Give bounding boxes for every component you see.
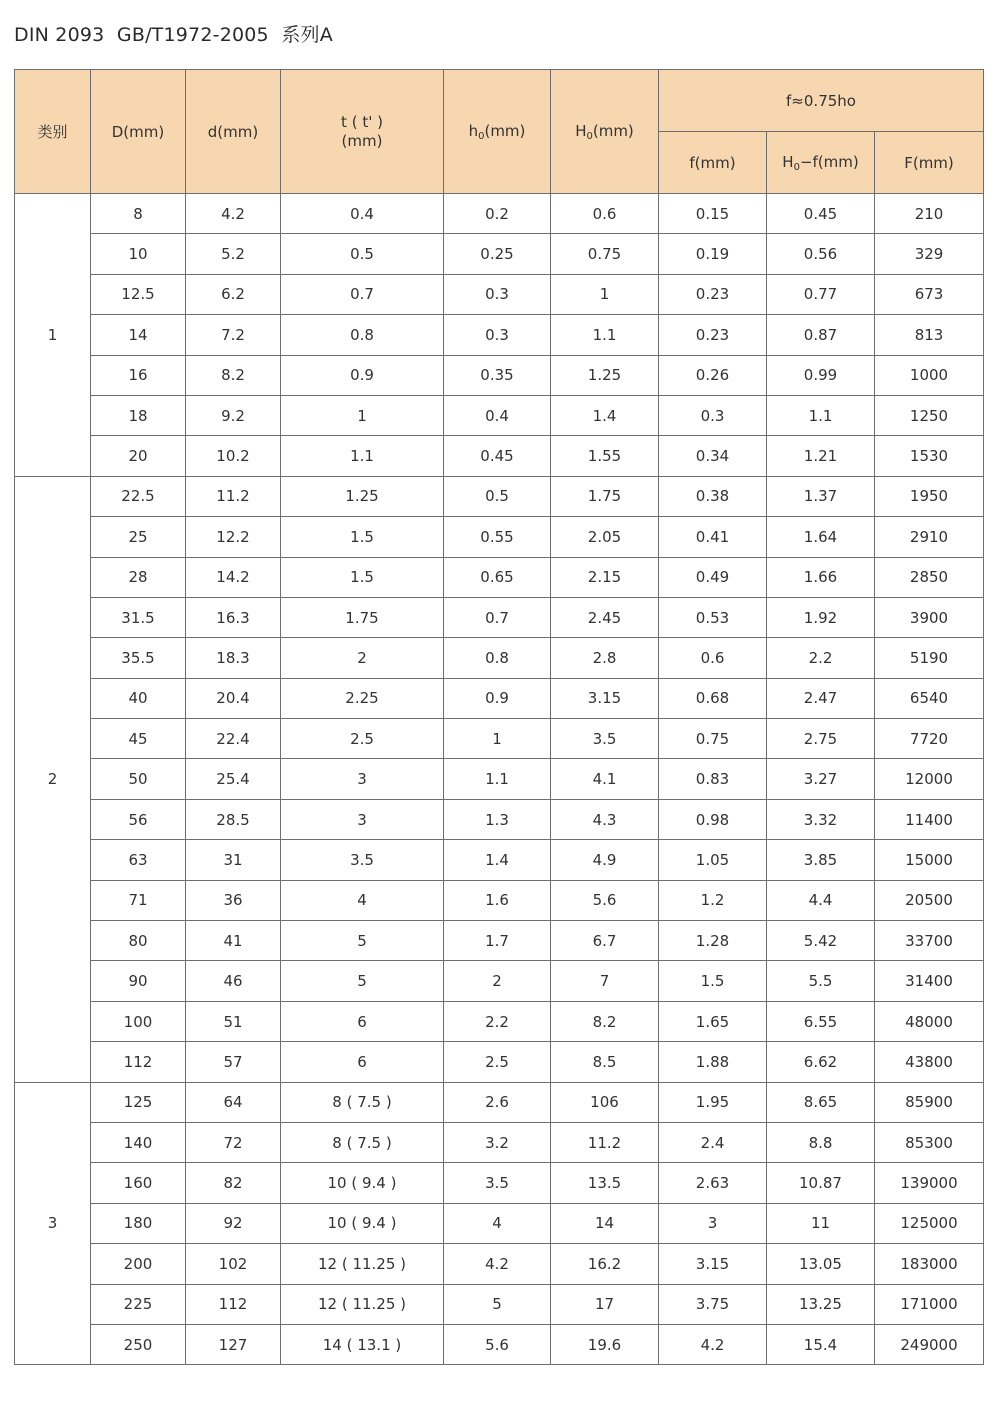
header-D: D(mm) xyxy=(91,70,186,194)
cell-h0: 0.55 xyxy=(444,517,551,557)
cell-F: 5190 xyxy=(875,638,984,678)
cell-t: 0.4 xyxy=(281,194,444,234)
cell-H0: 16.2 xyxy=(551,1244,659,1284)
table-row xyxy=(15,557,984,597)
cell-f: 0.23 xyxy=(659,274,767,314)
cell-D: 10 xyxy=(91,234,186,274)
cell-D: 28 xyxy=(91,557,186,597)
cell-F: 249000 xyxy=(875,1324,984,1364)
cell-h0: 5.6 xyxy=(444,1324,551,1364)
header-H0-unit: (mm) xyxy=(592,121,634,140)
cell-h0: 4 xyxy=(444,1203,551,1243)
table-row xyxy=(15,1122,984,1162)
spec-table xyxy=(14,69,984,1365)
cell-h0: 3.5 xyxy=(444,1163,551,1203)
table-row xyxy=(15,395,984,435)
cell-H0: 1 xyxy=(551,274,659,314)
cell-t: 0.7 xyxy=(281,274,444,314)
cell-F: 1950 xyxy=(875,476,984,516)
cell-H0-minus-f: 8.8 xyxy=(767,1122,875,1162)
cell-f: 4.2 xyxy=(659,1324,767,1364)
table-row xyxy=(15,234,984,274)
cell-D: 16 xyxy=(91,355,186,395)
cell-D: 56 xyxy=(91,799,186,839)
header-H0f-unit: −f(mm) xyxy=(799,152,859,171)
cell-h0: 1.3 xyxy=(444,799,551,839)
cell-d: 5.2 xyxy=(186,234,281,274)
cell-f: 0.75 xyxy=(659,719,767,759)
cell-H0-minus-f: 11 xyxy=(767,1203,875,1243)
cell-h0: 0.35 xyxy=(444,355,551,395)
cell-d: 57 xyxy=(186,1042,281,1082)
cell-D: 18 xyxy=(91,395,186,435)
cell-H0: 0.75 xyxy=(551,234,659,274)
cell-D: 125 xyxy=(91,1082,186,1122)
cell-d: 46 xyxy=(186,961,281,1001)
cell-f: 2.63 xyxy=(659,1163,767,1203)
cell-d: 102 xyxy=(186,1244,281,1284)
cell-D: 250 xyxy=(91,1324,186,1364)
cell-d: 31 xyxy=(186,840,281,880)
cell-h0: 1.4 xyxy=(444,840,551,880)
cell-F: 1000 xyxy=(875,355,984,395)
cell-D: 225 xyxy=(91,1284,186,1324)
cell-H0: 11.2 xyxy=(551,1122,659,1162)
cell-t: 4 xyxy=(281,880,444,920)
table-row xyxy=(15,719,984,759)
cell-d: 9.2 xyxy=(186,395,281,435)
cell-f: 3.75 xyxy=(659,1284,767,1324)
cell-f: 1.65 xyxy=(659,1001,767,1041)
table-row xyxy=(15,638,984,678)
cell-d: 64 xyxy=(186,1082,281,1122)
cell-H0-minus-f: 6.55 xyxy=(767,1001,875,1041)
cell-H0: 17 xyxy=(551,1284,659,1324)
table-row xyxy=(15,1324,984,1364)
cell-H0: 2.15 xyxy=(551,557,659,597)
cell-h0: 4.2 xyxy=(444,1244,551,1284)
table-row xyxy=(15,194,984,234)
cell-F: 210 xyxy=(875,194,984,234)
cell-H0: 1.75 xyxy=(551,476,659,516)
cell-h0: 1.1 xyxy=(444,759,551,799)
cell-d: 7.2 xyxy=(186,315,281,355)
cell-H0: 5.6 xyxy=(551,880,659,920)
header-H0f-subscript: 0 xyxy=(793,161,800,173)
cell-f: 0.3 xyxy=(659,395,767,435)
cell-f: 1.95 xyxy=(659,1082,767,1122)
cell-D: 14 xyxy=(91,315,186,355)
cell-t: 0.5 xyxy=(281,234,444,274)
cell-D: 25 xyxy=(91,517,186,557)
header-t xyxy=(281,70,444,194)
cell-H0-minus-f: 4.4 xyxy=(767,880,875,920)
cell-t: 0.8 xyxy=(281,315,444,355)
cell-H0-minus-f: 5.42 xyxy=(767,921,875,961)
cell-H0: 4.1 xyxy=(551,759,659,799)
cell-D: 31.5 xyxy=(91,597,186,637)
cell-H0-minus-f: 2.2 xyxy=(767,638,875,678)
header-t-line1: t ( t' ) xyxy=(341,112,383,131)
cell-d: 18.3 xyxy=(186,638,281,678)
cell-f: 2.4 xyxy=(659,1122,767,1162)
cell-D: 50 xyxy=(91,759,186,799)
cell-H0-minus-f: 3.85 xyxy=(767,840,875,880)
cell-h0: 1 xyxy=(444,719,551,759)
cell-H0: 2.8 xyxy=(551,638,659,678)
header-h0-subscript: 0 xyxy=(478,130,485,142)
cell-t: 5 xyxy=(281,921,444,961)
cell-f: 0.6 xyxy=(659,638,767,678)
page-title: DIN 2093 GB/T1972-2005 系列A xyxy=(14,24,333,46)
cell-t: 1.1 xyxy=(281,436,444,476)
header-t-line2: (mm) xyxy=(341,131,383,150)
cell-H0-minus-f: 0.99 xyxy=(767,355,875,395)
cell-F: 12000 xyxy=(875,759,984,799)
cell-d: 6.2 xyxy=(186,274,281,314)
cell-H0: 106 xyxy=(551,1082,659,1122)
header-h0-unit: (mm) xyxy=(484,121,526,140)
table-row xyxy=(15,1284,984,1324)
cell-H0-minus-f: 1.64 xyxy=(767,517,875,557)
category-cell: 3 xyxy=(15,1082,91,1365)
table-row xyxy=(15,799,984,839)
cell-d: 41 xyxy=(186,921,281,961)
table-row xyxy=(15,517,984,557)
cell-f: 0.34 xyxy=(659,436,767,476)
table-row xyxy=(15,1001,984,1041)
cell-t: 3 xyxy=(281,799,444,839)
cell-F: 2850 xyxy=(875,557,984,597)
cell-H0-minus-f: 15.4 xyxy=(767,1324,875,1364)
cell-t: 1.25 xyxy=(281,476,444,516)
cell-H0: 8.5 xyxy=(551,1042,659,1082)
cell-h0: 0.3 xyxy=(444,315,551,355)
cell-f: 0.26 xyxy=(659,355,767,395)
table-row xyxy=(15,678,984,718)
header-h0-symbol: h xyxy=(468,121,479,140)
cell-d: 8.2 xyxy=(186,355,281,395)
cell-H0-minus-f: 1.1 xyxy=(767,395,875,435)
cell-H0: 6.7 xyxy=(551,921,659,961)
cell-t: 10 ( 9.4 ) xyxy=(281,1163,444,1203)
table-row xyxy=(15,1042,984,1082)
cell-F: 2910 xyxy=(875,517,984,557)
cell-f: 0.41 xyxy=(659,517,767,557)
cell-h0: 0.9 xyxy=(444,678,551,718)
table-row xyxy=(15,274,984,314)
cell-H0: 7 xyxy=(551,961,659,1001)
cell-f: 3.15 xyxy=(659,1244,767,1284)
table-row xyxy=(15,315,984,355)
cell-F: 813 xyxy=(875,315,984,355)
cell-H0-minus-f: 5.5 xyxy=(767,961,875,1001)
cell-F: 15000 xyxy=(875,840,984,880)
cell-F: 125000 xyxy=(875,1203,984,1243)
cell-d: 16.3 xyxy=(186,597,281,637)
cell-f: 0.49 xyxy=(659,557,767,597)
cell-H0: 3.5 xyxy=(551,719,659,759)
cell-F: 43800 xyxy=(875,1042,984,1082)
table-header xyxy=(15,70,984,194)
cell-H0: 0.6 xyxy=(551,194,659,234)
cell-D: 112 xyxy=(91,1042,186,1082)
cell-d: 12.2 xyxy=(186,517,281,557)
cell-H0-minus-f: 8.65 xyxy=(767,1082,875,1122)
cell-t: 1 xyxy=(281,395,444,435)
cell-H0: 8.2 xyxy=(551,1001,659,1041)
cell-d: 36 xyxy=(186,880,281,920)
cell-H0: 2.05 xyxy=(551,517,659,557)
table-row xyxy=(15,436,984,476)
cell-t: 12 ( 11.25 ) xyxy=(281,1244,444,1284)
cell-d: 4.2 xyxy=(186,194,281,234)
cell-H0-minus-f: 1.21 xyxy=(767,436,875,476)
cell-H0: 14 xyxy=(551,1203,659,1243)
cell-f: 0.15 xyxy=(659,194,767,234)
cell-D: 71 xyxy=(91,880,186,920)
cell-t: 6 xyxy=(281,1042,444,1082)
cell-D: 180 xyxy=(91,1203,186,1243)
cell-d: 14.2 xyxy=(186,557,281,597)
cell-t: 12 ( 11.25 ) xyxy=(281,1284,444,1324)
cell-t: 8 ( 7.5 ) xyxy=(281,1122,444,1162)
cell-F: 673 xyxy=(875,274,984,314)
cell-F: 1530 xyxy=(875,436,984,476)
category-cell: 2 xyxy=(15,476,91,1082)
table-row xyxy=(15,880,984,920)
cell-h0: 0.3 xyxy=(444,274,551,314)
cell-D: 63 xyxy=(91,840,186,880)
table-row xyxy=(15,1163,984,1203)
cell-t: 2 xyxy=(281,638,444,678)
cell-F: 171000 xyxy=(875,1284,984,1324)
cell-f: 0.98 xyxy=(659,799,767,839)
cell-t: 2.5 xyxy=(281,719,444,759)
cell-H0-minus-f: 2.47 xyxy=(767,678,875,718)
cell-f: 0.68 xyxy=(659,678,767,718)
table-row xyxy=(15,961,984,1001)
table-row xyxy=(15,597,984,637)
cell-H0-minus-f: 3.32 xyxy=(767,799,875,839)
header-f: f(mm) xyxy=(659,132,767,194)
cell-d: 127 xyxy=(186,1324,281,1364)
cell-t: 1.5 xyxy=(281,517,444,557)
cell-d: 22.4 xyxy=(186,719,281,759)
cell-H0: 4.9 xyxy=(551,840,659,880)
cell-h0: 0.5 xyxy=(444,476,551,516)
cell-D: 90 xyxy=(91,961,186,1001)
header-H0-symbol: H xyxy=(575,121,587,140)
cell-d: 72 xyxy=(186,1122,281,1162)
cell-d: 10.2 xyxy=(186,436,281,476)
cell-F: 3900 xyxy=(875,597,984,637)
cell-f: 0.23 xyxy=(659,315,767,355)
cell-f: 0.53 xyxy=(659,597,767,637)
cell-D: 40 xyxy=(91,678,186,718)
cell-H0: 2.45 xyxy=(551,597,659,637)
cell-H0-minus-f: 1.92 xyxy=(767,597,875,637)
header-F: F(mm) xyxy=(875,132,984,194)
cell-F: 20500 xyxy=(875,880,984,920)
cell-D: 22.5 xyxy=(91,476,186,516)
cell-F: 11400 xyxy=(875,799,984,839)
cell-D: 45 xyxy=(91,719,186,759)
table-row xyxy=(15,921,984,961)
cell-t: 3 xyxy=(281,759,444,799)
cell-d: 20.4 xyxy=(186,678,281,718)
cell-H0: 4.3 xyxy=(551,799,659,839)
cell-t: 10 ( 9.4 ) xyxy=(281,1203,444,1243)
cell-H0: 1.25 xyxy=(551,355,659,395)
table-row xyxy=(15,476,984,516)
cell-f: 1.05 xyxy=(659,840,767,880)
cell-h0: 0.2 xyxy=(444,194,551,234)
cell-d: 28.5 xyxy=(186,799,281,839)
cell-d: 11.2 xyxy=(186,476,281,516)
cell-H0: 13.5 xyxy=(551,1163,659,1203)
table-row xyxy=(15,759,984,799)
header-H0-minus-f xyxy=(767,132,875,194)
cell-F: 85900 xyxy=(875,1082,984,1122)
table-row xyxy=(15,1082,984,1122)
table-row xyxy=(15,355,984,395)
cell-t: 3.5 xyxy=(281,840,444,880)
cell-f: 1.88 xyxy=(659,1042,767,1082)
cell-H0: 1.1 xyxy=(551,315,659,355)
cell-H0-minus-f: 3.27 xyxy=(767,759,875,799)
cell-F: 7720 xyxy=(875,719,984,759)
cell-F: 48000 xyxy=(875,1001,984,1041)
cell-t: 5 xyxy=(281,961,444,1001)
cell-t: 1.5 xyxy=(281,557,444,597)
header-category: 类别 xyxy=(15,70,91,194)
cell-D: 100 xyxy=(91,1001,186,1041)
cell-H0-minus-f: 6.62 xyxy=(767,1042,875,1082)
header-group-f075: f≈0.75ho xyxy=(659,70,984,132)
cell-f: 1.2 xyxy=(659,880,767,920)
cell-F: 31400 xyxy=(875,961,984,1001)
cell-t: 0.9 xyxy=(281,355,444,395)
cell-H0-minus-f: 0.56 xyxy=(767,234,875,274)
cell-D: 35.5 xyxy=(91,638,186,678)
cell-h0: 1.7 xyxy=(444,921,551,961)
cell-t: 2.25 xyxy=(281,678,444,718)
cell-h0: 0.65 xyxy=(444,557,551,597)
cell-h0: 2.2 xyxy=(444,1001,551,1041)
cell-D: 140 xyxy=(91,1122,186,1162)
cell-D: 12.5 xyxy=(91,274,186,314)
cell-d: 92 xyxy=(186,1203,281,1243)
cell-h0: 2.6 xyxy=(444,1082,551,1122)
cell-H0: 1.4 xyxy=(551,395,659,435)
table-row xyxy=(15,1244,984,1284)
cell-F: 1250 xyxy=(875,395,984,435)
cell-D: 160 xyxy=(91,1163,186,1203)
cell-f: 0.19 xyxy=(659,234,767,274)
cell-H0-minus-f: 13.05 xyxy=(767,1244,875,1284)
cell-H0-minus-f: 0.87 xyxy=(767,315,875,355)
cell-t: 1.75 xyxy=(281,597,444,637)
cell-f: 0.83 xyxy=(659,759,767,799)
cell-d: 112 xyxy=(186,1284,281,1324)
cell-F: 33700 xyxy=(875,921,984,961)
cell-t: 8 ( 7.5 ) xyxy=(281,1082,444,1122)
cell-h0: 1.6 xyxy=(444,880,551,920)
cell-H0: 3.15 xyxy=(551,678,659,718)
category-cell: 1 xyxy=(15,194,91,477)
cell-F: 329 xyxy=(875,234,984,274)
cell-f: 3 xyxy=(659,1203,767,1243)
table-row xyxy=(15,1203,984,1243)
cell-H0-minus-f: 1.66 xyxy=(767,557,875,597)
table-body xyxy=(15,194,984,1365)
cell-f: 0.38 xyxy=(659,476,767,516)
cell-D: 8 xyxy=(91,194,186,234)
cell-F: 183000 xyxy=(875,1244,984,1284)
cell-h0: 5 xyxy=(444,1284,551,1324)
header-d: d(mm) xyxy=(186,70,281,194)
cell-h0: 2.5 xyxy=(444,1042,551,1082)
cell-H0-minus-f: 13.25 xyxy=(767,1284,875,1324)
cell-f: 1.28 xyxy=(659,921,767,961)
header-h0 xyxy=(444,70,551,194)
cell-t: 6 xyxy=(281,1001,444,1041)
cell-h0: 0.7 xyxy=(444,597,551,637)
cell-H0-minus-f: 2.75 xyxy=(767,719,875,759)
cell-h0: 0.8 xyxy=(444,638,551,678)
cell-D: 80 xyxy=(91,921,186,961)
header-H0f-symbol: H xyxy=(782,152,794,171)
cell-t: 14 ( 13.1 ) xyxy=(281,1324,444,1364)
cell-h0: 0.4 xyxy=(444,395,551,435)
cell-D: 20 xyxy=(91,436,186,476)
cell-H0-minus-f: 0.77 xyxy=(767,274,875,314)
cell-H0: 19.6 xyxy=(551,1324,659,1364)
header-H0-subscript: 0 xyxy=(586,130,593,142)
cell-h0: 0.45 xyxy=(444,436,551,476)
cell-d: 51 xyxy=(186,1001,281,1041)
cell-h0: 3.2 xyxy=(444,1122,551,1162)
cell-h0: 2 xyxy=(444,961,551,1001)
cell-h0: 0.25 xyxy=(444,234,551,274)
cell-d: 82 xyxy=(186,1163,281,1203)
cell-F: 139000 xyxy=(875,1163,984,1203)
cell-f: 1.5 xyxy=(659,961,767,1001)
header-H0 xyxy=(551,70,659,194)
cell-D: 200 xyxy=(91,1244,186,1284)
cell-F: 6540 xyxy=(875,678,984,718)
cell-d: 25.4 xyxy=(186,759,281,799)
cell-H0-minus-f: 0.45 xyxy=(767,194,875,234)
cell-H0: 1.55 xyxy=(551,436,659,476)
cell-H0-minus-f: 10.87 xyxy=(767,1163,875,1203)
cell-F: 85300 xyxy=(875,1122,984,1162)
table-row xyxy=(15,840,984,880)
cell-H0-minus-f: 1.37 xyxy=(767,476,875,516)
